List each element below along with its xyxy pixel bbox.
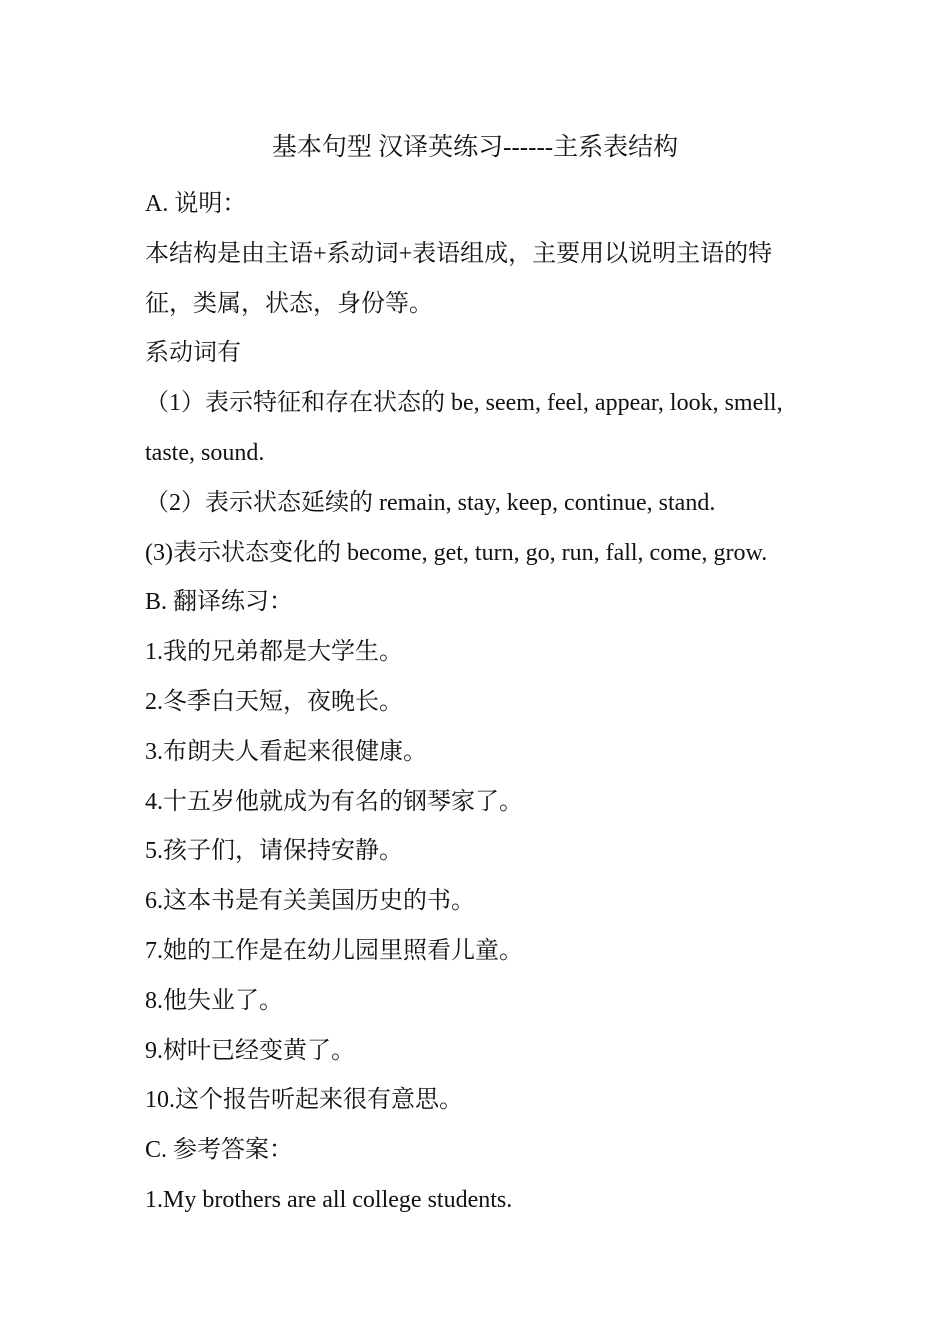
exercise-item-6: 6.这本书是有关美国历史的书。 — [145, 888, 475, 915]
exercise-item-9: 9.树叶已经变黄了。 — [145, 1037, 355, 1064]
document-title: 基本句型 汉译英练习------主系表结构 — [271, 134, 679, 161]
linking-verb-item-2: （2）表示状态延续的 remain, stay, keep, continue, stand. — [145, 489, 716, 516]
exercise-item-4: 4.十五岁他就成为有名的钢琴家了。 — [145, 788, 523, 815]
document-body — [145, 180, 815, 1226]
section-a-heading: A. 说明： — [145, 191, 247, 217]
exercise-item-10: 10.这个报告听起来很有意思。 — [145, 1087, 463, 1114]
exercise-item-8: 8.他失业了。 — [145, 987, 283, 1014]
linking-verb-item-3: (3)表示状态变化的 become, get, turn, go, run, fall, come, grow. — [145, 539, 768, 566]
exercise-item-7: 7.她的工作是在幼儿园里照看儿童。 — [145, 937, 523, 964]
answer-item-1: 1.My brothers are all college students. — [145, 1186, 513, 1213]
section-b-heading: B. 翻译练习： — [145, 589, 294, 616]
section-a-subheading: 系动词有 — [145, 340, 241, 367]
linking-verb-item-1: （1）表示特征和存在状态的 be, seem, feel, appear, look, smell, taste, sound. — [145, 390, 783, 466]
exercise-item-3: 3.布朗夫人看起来很健康。 — [145, 738, 427, 765]
exercise-item-1: 1.我的兄弟都是大学生。 — [145, 639, 403, 666]
section-c-heading: C. 参考答案： — [145, 1137, 294, 1164]
exercise-item-5: 5.孩子们，请保持安静。 — [145, 838, 403, 865]
section-a-paragraph: 本结构是由主语+系动词+表语组成，主要用以说明主语的特征，类属，状态，身份等。 — [145, 240, 773, 317]
exercise-item-2: 2.冬季白天短，夜晚长。 — [145, 688, 403, 715]
